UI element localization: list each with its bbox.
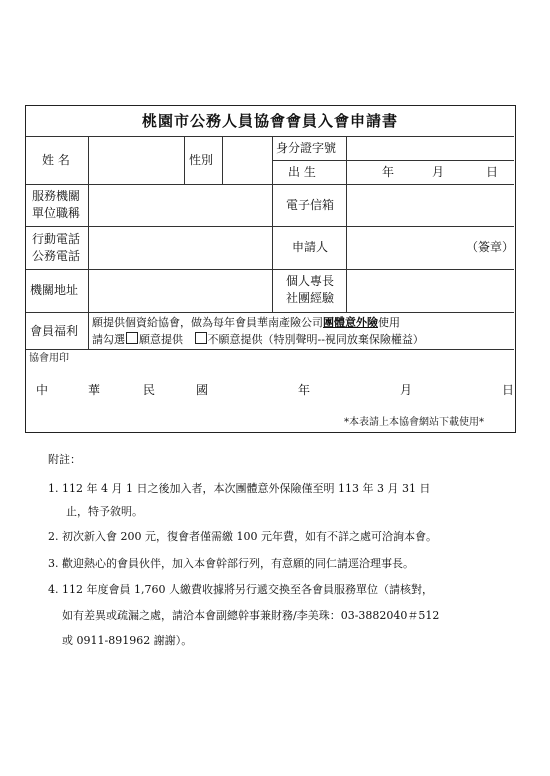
signature-label: （簽章）: [466, 240, 515, 254]
date-zhong: 中: [36, 383, 49, 397]
form-title: 桃園市公務人員協會會員入會申請書: [141, 112, 398, 130]
date-guo: 國: [196, 383, 209, 397]
birth-label: 出 生: [288, 165, 316, 179]
row-divider: [26, 312, 514, 313]
note-1: 1. 112 年 4 月 1 日之後加入者，本次團體意外保險僅至明 113 年 3 月 31 日: [48, 482, 431, 495]
col-divider: [88, 136, 89, 349]
accident-insurance-text: 團體意外險: [323, 316, 378, 329]
row-divider: [26, 269, 514, 270]
row-divider: [26, 226, 514, 227]
row-divider: [26, 136, 514, 137]
unwilling-label: 不願意提供: [207, 333, 263, 346]
birth-month: 月: [432, 165, 445, 179]
skills-label: 個人專長: [286, 274, 335, 288]
date-year: 年: [298, 383, 311, 397]
application-form: [25, 105, 516, 433]
welfare-line-2: [92, 332, 424, 347]
row-divider: [272, 160, 514, 161]
welfare-text-end: 使用: [378, 316, 400, 329]
welfare-line-1: [92, 316, 400, 330]
note-3: 3. 歡迎熱心的會員伙伴，加入本會幹部行列，有意願的同仁請逕洽理事長。: [48, 557, 414, 570]
gender-label: 性別: [189, 153, 214, 167]
col-divider: [222, 136, 223, 184]
note-4: 4. 112 年度會員 1,760 人繳費收據將另行遞交換至各會員服務單位（請核對，: [48, 583, 433, 596]
note-4-cont: 如有差異或疏漏之處，請洽本會副總幹事兼財務/李美珠：03-3882040＃512: [62, 609, 440, 622]
col-divider: [184, 136, 185, 184]
willing-label: 願意提供: [139, 333, 183, 346]
office-phone-label: 公務電話: [32, 249, 81, 263]
col-divider: [272, 136, 273, 312]
welfare-label: 會員福利: [30, 324, 79, 338]
col-divider: [346, 136, 347, 312]
date-hua: 華: [88, 383, 101, 397]
agency-label: 服務機關: [32, 189, 81, 203]
title-label: 單位職稱: [32, 206, 81, 220]
name-label: 姓 名: [42, 153, 70, 167]
check-prompt: 請勾選: [92, 333, 125, 346]
birth-day: 日: [486, 165, 499, 179]
mobile-label: 行動電話: [32, 232, 81, 246]
note-2: 2. 初次新入會 200 元，復會者僅需繳 100 元年費，如有不詳之處可洽詢本會。: [48, 530, 437, 543]
unwilling-checkbox[interactable]: [195, 332, 207, 344]
birth-year: 年: [382, 165, 395, 179]
date-month: 月: [400, 383, 413, 397]
note-1-cont: 止，特予敘明。: [66, 505, 143, 518]
club-experience-label: 社團經驗: [286, 291, 335, 305]
row-divider: [26, 349, 514, 350]
id-label: 身分證字號: [276, 141, 337, 155]
date-day: 日: [502, 383, 515, 397]
notes-heading: 附註：: [48, 453, 81, 466]
welfare-text: 願提供個資給協會，做為每年會員華南產險公司: [92, 316, 323, 329]
waiver-note: （特別聲明--視同放棄保險權益）: [262, 333, 424, 346]
seal-label: 協會用印: [29, 353, 69, 364]
email-label: 電子信箱: [286, 198, 335, 212]
applicant-label: 申請人: [292, 240, 329, 254]
note-4-end: 或 0911-891962 謝謝）。: [62, 634, 193, 647]
download-note: *本表請上本協會網站下載使用*: [344, 417, 484, 428]
row-divider: [26, 184, 514, 185]
willing-checkbox[interactable]: [126, 332, 138, 344]
date-min: 民: [143, 383, 156, 397]
address-label: 機關地址: [30, 283, 79, 297]
